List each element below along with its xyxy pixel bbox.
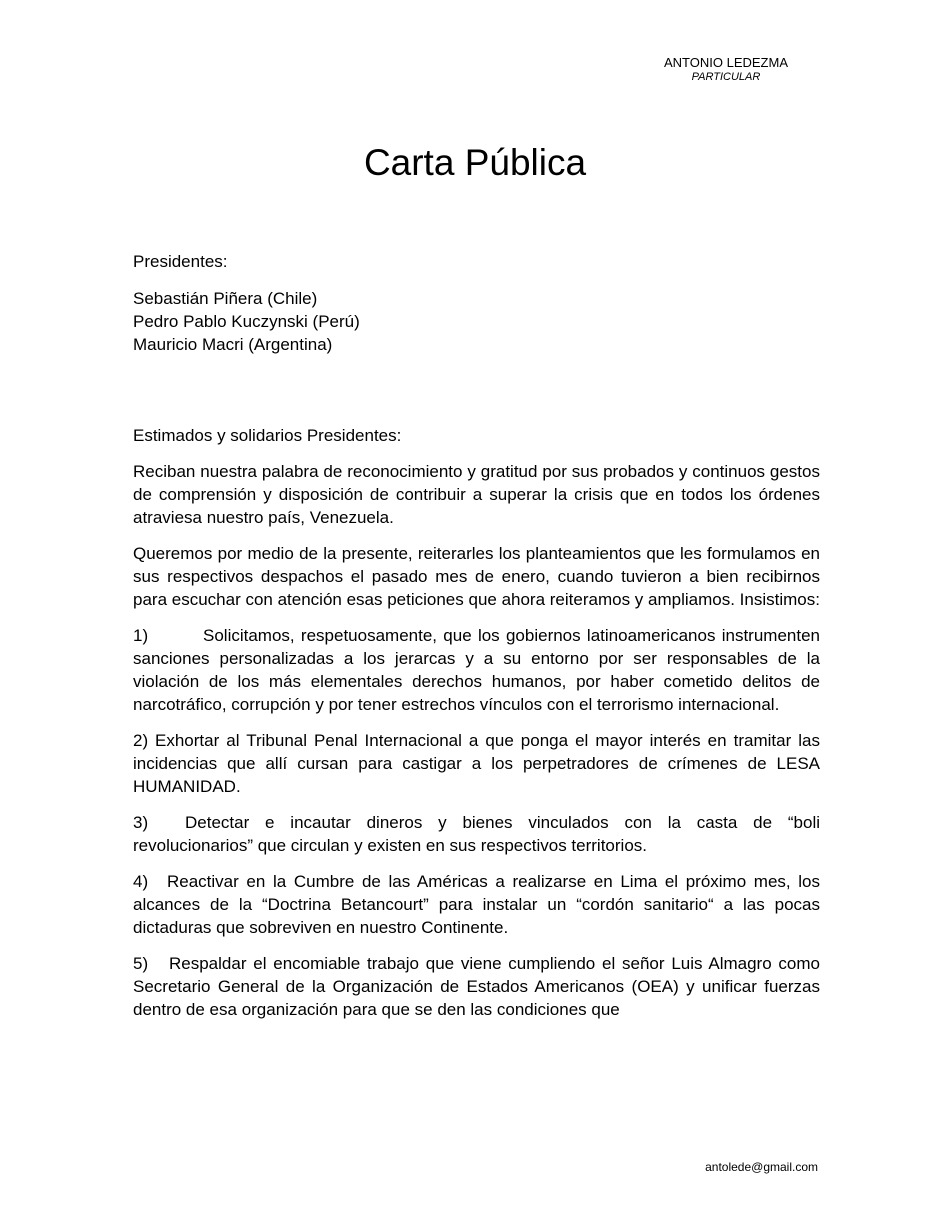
list-item xyxy=(133,811,820,857)
list-item xyxy=(133,729,820,798)
letterhead-subtitle: PARTICULAR xyxy=(691,71,761,83)
list-item-text: Exhortar al Tribunal Penal Internacional a que ponga el mayor interés en tramitar las incidencias que allí cursan para castigar a los perpetradores de crímenes de LESA HUMANIDAD. xyxy=(133,731,820,796)
list-item-number: 4) xyxy=(133,872,149,891)
addressee-list xyxy=(133,287,820,356)
list-item-text: Respaldar el encomiable trabajo que viene cumpliendo el señor Luis Almagro como Secretario General de la Organización de Estados Americanos (OEA) y unificar fuerzas dentro de esa organización para que se den las condiciones que xyxy=(133,954,820,1019)
salutation: Estimados y solidarios Presidentes: xyxy=(133,426,402,445)
list-item-number: 5) xyxy=(133,954,149,973)
footer-email: antolede@gmail.com xyxy=(705,1160,818,1174)
letterhead-name: ANTONIO LEDEZMA xyxy=(663,55,788,70)
list-item-number: 3) xyxy=(133,813,149,832)
addressee-label: Presidentes: xyxy=(133,252,228,271)
addressee-item: Pedro Pablo Kuczynski (Perú) xyxy=(133,312,360,331)
list-item-number: 1) xyxy=(133,626,149,645)
document-title: Carta Pública xyxy=(363,142,587,183)
list-item-text: Solicitamos, respetuosamente, que los gobiernos latinoamericanos instrumenten sanciones personalizadas a los jerarcas y a su entorno por ser responsables de la violación de los más elementales derechos humanos, por haber cometido delitos de narcotráfico, corrupción y por tener estrechos vínculos con el terrorismo internacional. xyxy=(133,626,820,714)
letterhead xyxy=(620,55,832,83)
addressee-item: Mauricio Macri (Argentina) xyxy=(133,335,333,354)
list-item-text: Reactivar en la Cumbre de las Américas a realizarse en Lima el próximo mes, los alcances de la “Doctrina Betancourt” para instalar un “cordón sanitario“ a las pocas dictaduras que sobreviven en nuestro Continente. xyxy=(133,872,820,937)
list-item xyxy=(133,952,820,1021)
letter-body xyxy=(133,250,820,1034)
list-item-text: Detectar e incautar dineros y bienes vinculados con la casta de “boli revolucionarios” que circulan y existen en sus respectivos territorios. xyxy=(133,813,820,855)
list-item xyxy=(133,870,820,939)
list-item-number: 2) xyxy=(133,731,149,750)
paragraph: Reciban nuestra palabra de reconocimiento y gratitud por sus probados y continuos gestos de comprensión y disposición de contribuir a superar la crisis que en todos los órdenes atraviesa nuestro país, Venezuela. xyxy=(133,462,820,527)
addressee-item: Sebastián Piñera (Chile) xyxy=(133,289,318,308)
list-item xyxy=(133,624,820,716)
paragraph: Queremos por medio de la presente, reiterarles los planteamientos que les formulamos en sus respectivos despachos el pasado mes de enero, cuando tuvieron a bien recibirnos para escuchar con atención esas peticiones que ahora reiteramos y ampliamos. Insistimos: xyxy=(133,544,820,609)
